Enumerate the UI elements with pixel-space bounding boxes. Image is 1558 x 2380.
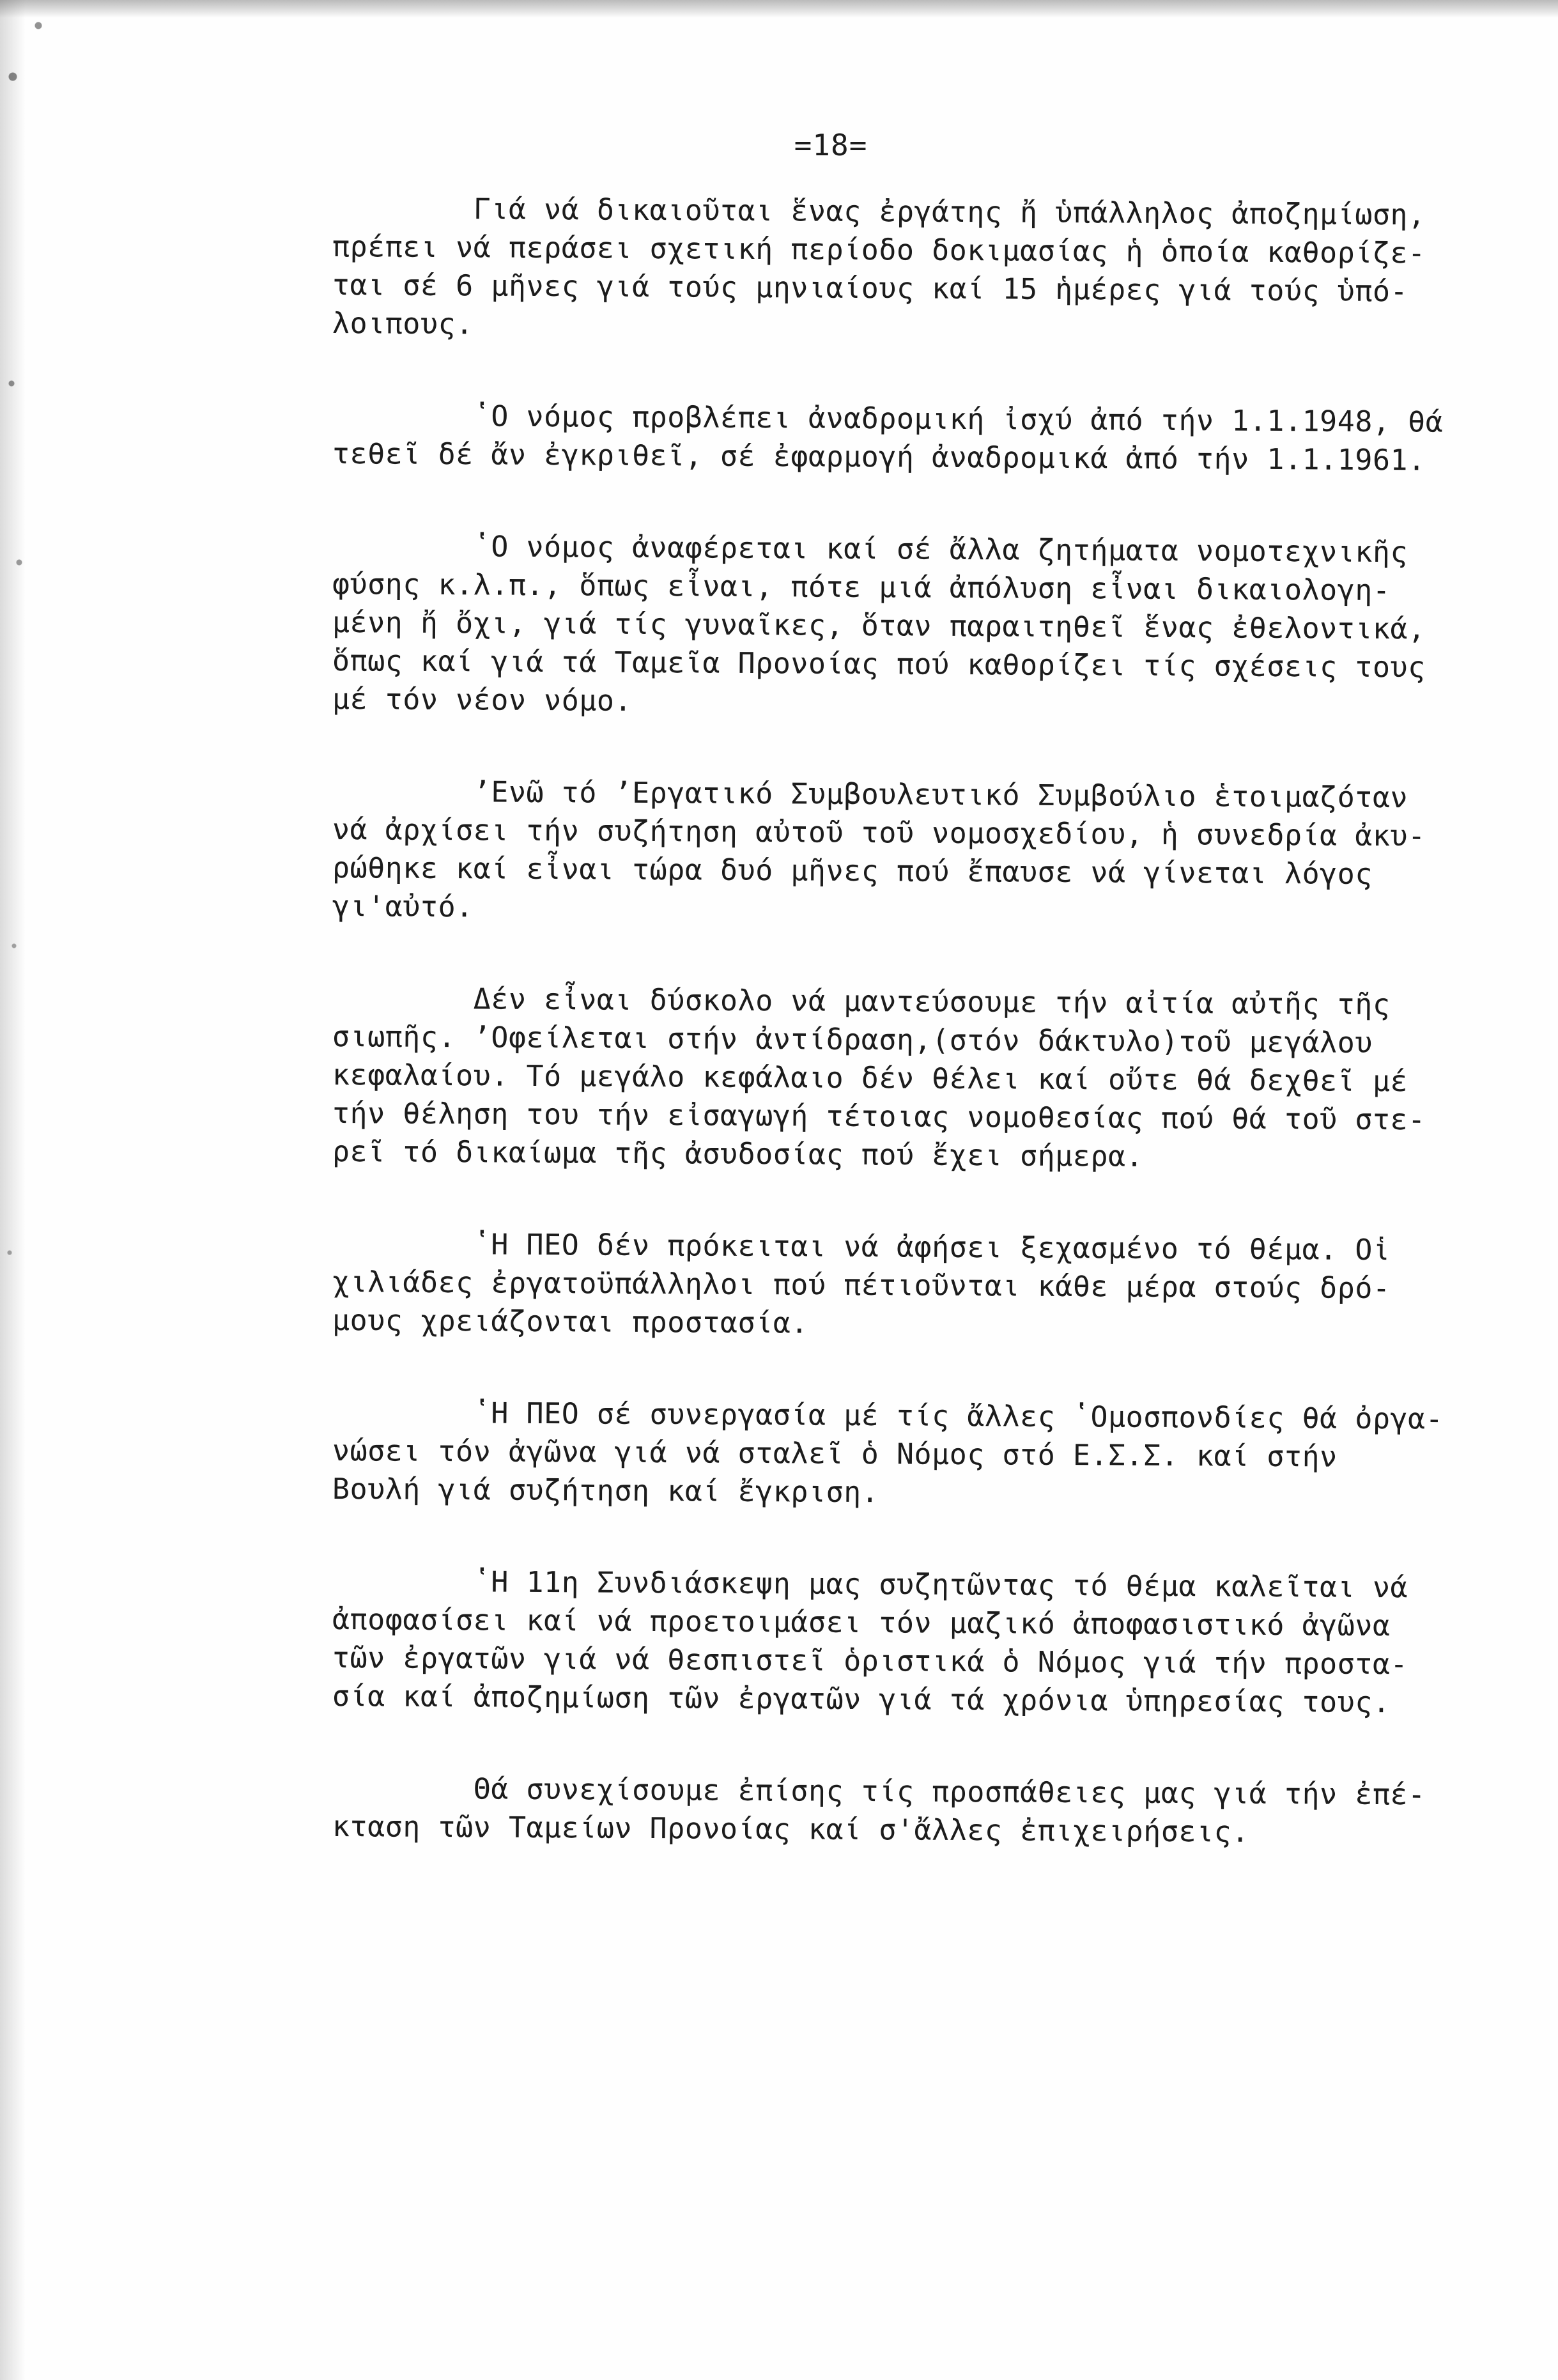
paragraph-provident-funds bbox=[332, 1769, 1426, 1849]
text-line: ὅπως καί γιά τά Ταμεῖα Προνοίας πού καθορίζει τίς σχέσεις τους bbox=[332, 644, 1426, 684]
text-line: νώσει τόν ἀγῶνα γιά νά σταλεῖ ὁ Νόμος στό Ε.Σ.Σ. καί στήν bbox=[332, 1433, 1338, 1474]
paragraph-peo-commitment bbox=[332, 1225, 1419, 1340]
text-line: χιλιάδες ἐργατοϋπάλληλοι πού πέτιοῦνται κάθε μέρα στούς δρό- bbox=[332, 1265, 1391, 1306]
page-number: =18= bbox=[794, 128, 868, 162]
paragraph-silence-cause bbox=[332, 979, 1426, 1173]
text-line: μέ τόν νέον νόμο. bbox=[332, 682, 633, 718]
paragraph-council-cancelled bbox=[332, 772, 1426, 925]
scan-edge-left bbox=[0, 0, 58, 2380]
paragraph-other-matters bbox=[332, 527, 1426, 718]
text-line: ρεῖ τό δικαίωμα τῆς ἀσυδοσίας πού ἔχει σήμερα. bbox=[332, 1134, 1144, 1173]
text-line: πρέπει νά περάσει σχετική περίοδο δοκιμασίας ἡ ὁποία καθορίζε- bbox=[332, 229, 1426, 270]
text-line: ἀποφασίσει καί νά προετοιμάσει τόν μαζικό ἀποφασιστικό ἀγῶνα bbox=[332, 1602, 1391, 1643]
text-line: Γιά νά δικαιοῦται ἕνας ἐργάτης ἤ ὑπάλληλος ἀποζημίωση, bbox=[332, 191, 1426, 232]
scan-edge-top bbox=[0, 0, 1558, 18]
text-line: ʽΗ 11η Συνδιάσκεψη μας συζητῶντας τό θέμα καλεῖται νά bbox=[332, 1564, 1408, 1605]
text-line: νά ἀρχίσει τήν συζήτηση αὐτοῦ τοῦ νομοσχεδίου, ἡ συνεδρία ἀκυ- bbox=[332, 812, 1426, 853]
text-line: ʽΗ ΠΕΟ σέ συνεργασία μέ τίς ἄλλες ʽΟμοσπονδίες θά ὀργα- bbox=[332, 1395, 1444, 1436]
text-line: κταση τῶν Ταμείων Προνοίας καί σ'ἄλλες ἐπιχειρήσεις. bbox=[332, 1809, 1249, 1849]
body-text bbox=[332, 189, 1444, 1899]
text-line: ʼΕνῶ τό ʼΕργατικό Συμβουλευτικό Συμβούλιο ἑτοιμαζόταν bbox=[332, 774, 1408, 815]
paragraph-severance-eligibility bbox=[332, 189, 1426, 343]
text-line: σία καί ἀποζημίωση τῶν ἐργατῶν γιά τά χρόνια ὑπηρεσίας τους. bbox=[332, 1679, 1391, 1720]
text-line: φύσης κ.λ.π., ὅπως εἶναι, πότε μιά ἀπόλυση εἶναι δικαιολογη- bbox=[332, 567, 1391, 608]
text-line: κεφαλαίου. Τό μεγάλο κεφάλαιο δέν θέλει καί οὔτε θά δεχθεῖ μέ bbox=[332, 1058, 1408, 1099]
text-line: ʽΗ ΠΕΟ δέν πρόκειται νά ἀφήσει ξεχασμένο τό θέμα. Οἱ bbox=[332, 1226, 1391, 1267]
text-line: τεθεῖ δέ ἄν ἐγκριθεῖ, σέ ἐφαρμογή ἀναδρομικά ἀπό τήν 1.1.1961. bbox=[332, 437, 1426, 477]
paragraph-retroactive bbox=[332, 396, 1444, 477]
text-line: ρώθηκε καί εἶναι τώρα δυό μῆνες πού ἔπαυσε νά γίνεται λόγος bbox=[332, 851, 1373, 891]
text-line: Θά συνεχίσουμε ἐπίσης τίς προσπάθειες μας γιά τήν ἐπέ- bbox=[332, 1771, 1426, 1812]
text-line: ται σέ 6 μῆνες γιά τούς μηνιαίους καί 15 ἡμέρες γιά τούς ὑπό- bbox=[332, 268, 1408, 309]
text-line: μους χρειάζονται προστασία. bbox=[332, 1303, 809, 1340]
text-line: γι'αὐτό. bbox=[332, 889, 474, 924]
text-line: λοιπους. bbox=[332, 306, 474, 341]
text-line: τήν θέληση του τήν εἰσαγωγή τέτοιας νομοθεσίας πού θά τοῦ στε- bbox=[332, 1096, 1426, 1137]
text-line: μένη ἤ ὄχι, γιά τίς γυναῖκες, ὅταν παραιτηθεῖ ἕνας ἐθελοντικά, bbox=[332, 605, 1426, 646]
paragraph-conference bbox=[332, 1562, 1419, 1720]
text-line: τῶν ἐργατῶν γιά νά θεσπιστεῖ ὁριστικά ὁ Νόμος γιά τήν προστα- bbox=[332, 1641, 1408, 1681]
paragraph-federations bbox=[332, 1393, 1444, 1510]
text-line: σιωπῆς. ʼΟφείλεται στήν ἀντίδραση,(στόν δάκτυλο)τοῦ μεγάλου bbox=[332, 1019, 1373, 1060]
text-line: Βουλή γιά συζήτηση καί ἔγκριση. bbox=[332, 1472, 879, 1510]
text-line: Δέν εἶναι δύσκολο νά μαντεύσουμε τήν αἰτία αὐτῆς τῆς bbox=[332, 981, 1391, 1022]
text-line: ʽΟ νόμος προβλέπει ἀναδρομική ἰσχύ ἀπό τήν 1.1.1948, θά bbox=[332, 398, 1444, 439]
text-line: ʽΟ νόμος ἀναφέρεται καί σέ ἄλλα ζητήματα νομοτεχνικῆς bbox=[332, 529, 1408, 569]
